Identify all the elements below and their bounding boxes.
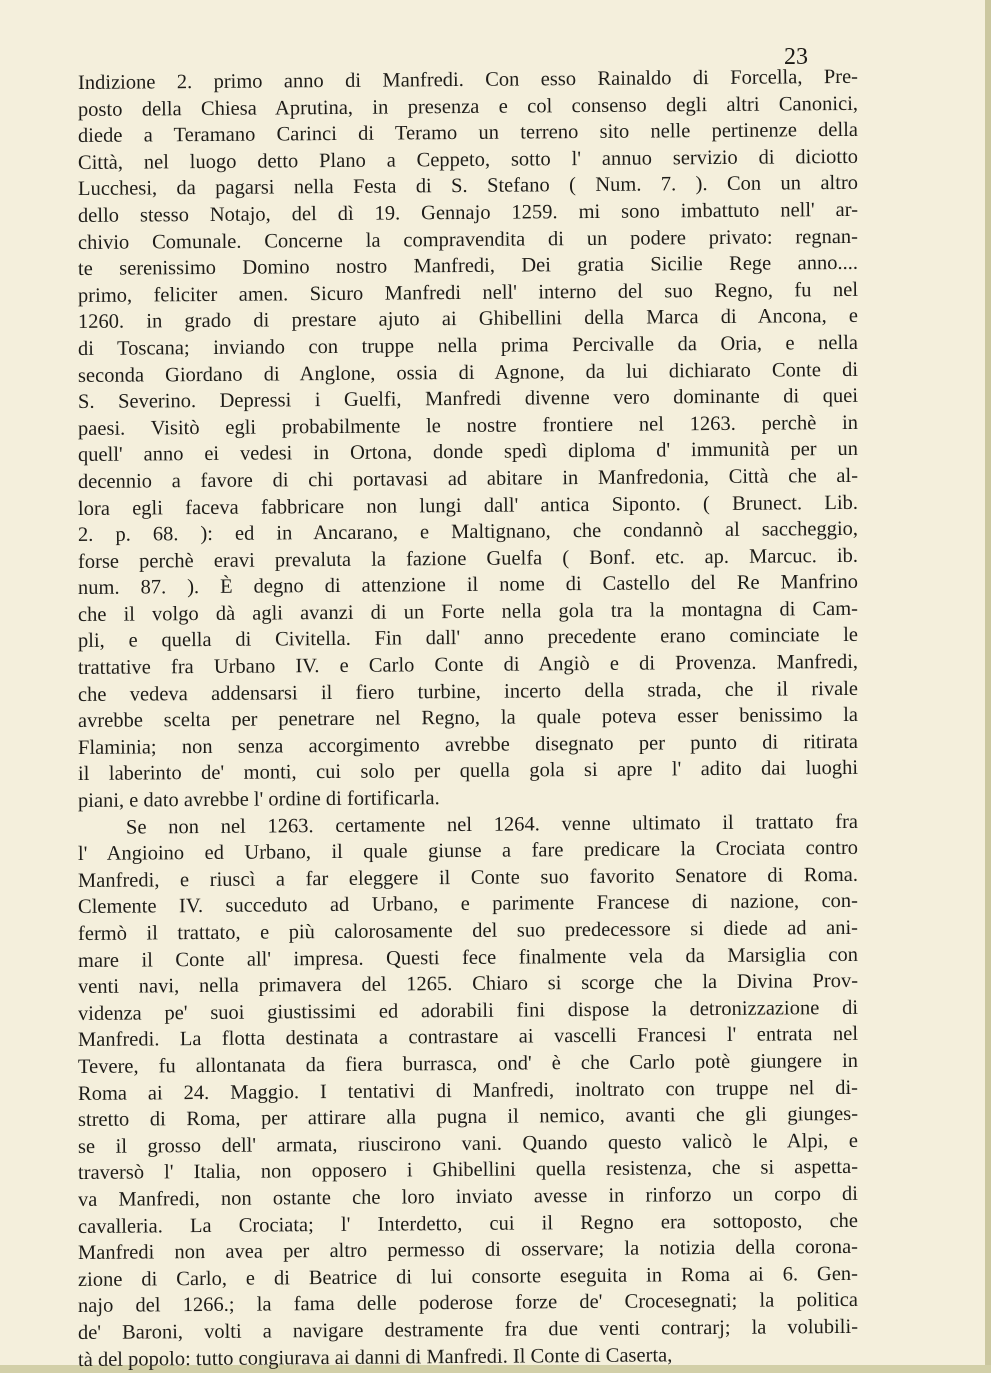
page-number: 23 <box>784 44 808 70</box>
text-line: il laberinto de' monti, cui solo per quella gola si apre l' adito dai luoghi <box>77 757 859 786</box>
text-line: Manfredi, e riuscì a far eleggere il Conte suo favorito Senatore di Roma. <box>77 863 859 892</box>
text-line: num. 87. ). È degno di attenzione il nome di Castello del Re Manfrino <box>77 571 859 600</box>
text-line: venti navi, nella primavera del 1265. Chiaro si scorge che la Divina Prov- <box>77 970 859 999</box>
text-line: Clemente IV. succeduto ad Urbano, e parimente Francese di nazione, con- <box>77 890 859 919</box>
text-line: videnza pe' suoi giustissimi ed adorabili fini dispose la detronizzazione di <box>77 996 859 1025</box>
text-line: primo, feliciter amen. Sicuro Manfredi nell' interno del suo Regno, fu nel <box>77 278 859 307</box>
text-line: chivio Comunale. Concerne la compravendita di un podere privato: regnan- <box>77 225 859 254</box>
text-line: posto della Chiesa Aprutina, in presenza e col consenso degli altri Canonici, <box>77 92 859 121</box>
text-line: diede a Teramano Carinci di Teramo un terreno sito nelle pertinenze della <box>77 119 859 148</box>
text-line: cavalleria. La Crociata; l' Interdetto, cui il Regno era sottoposto, che <box>77 1209 859 1238</box>
text-line: piani, e dato avrebbe l' ordine di fortificarla. <box>77 787 440 813</box>
text-line: Manfredi. La flotta destinata a contrastare ai vascelli Francesi l' entrata nel <box>77 1023 859 1052</box>
page-edge <box>985 0 991 1365</box>
text-line: stretto di Roma, per attirare alla pugna il nemico, avanti che gli giunges- <box>77 1103 859 1132</box>
text-line: traversò l' Italia, non opposero i Ghibellini quella resistenza, che si aspetta- <box>77 1156 859 1185</box>
text-line: te serenissimo Domino nostro Manfredi, Dei gratia Sicilie Rege anno.... <box>77 252 859 281</box>
text-line: S. Severino. Depressi i Guelfi, Manfredi divenne vero dominante di quei <box>77 384 859 414</box>
text-line: Manfredi non avea per altro permesso di osservare; la notizia della corona- <box>77 1235 859 1265</box>
text-line: Se non nel 1263. certamente nel 1264. venne ultimato il trattato fra <box>125 810 859 839</box>
text-line: trattative fra Urbano IV. e Carlo Conte di Angiò e di Provenza. Manfredi, <box>77 650 859 680</box>
body-text <box>77 65 859 1373</box>
text-line: che il volgo dà agli avanzi di un Forte nella gola tra la montagna di Cam- <box>77 597 859 626</box>
text-line: de' Baroni, volti a navigare destramente fra due venti contrarj; la volubili- <box>77 1315 859 1344</box>
text-line: Roma ai 24. Maggio. I tentativi di Manfredi, inoltrato con truppe nel di- <box>77 1076 859 1105</box>
text-line: va Manfredi, non ostante che loro inviato avesse in rinforzo un corpo di <box>77 1182 859 1211</box>
text-line: dello stesso Notajo, del dì 19. Gennajo 1259. mi sono imbattuto nell' ar- <box>77 198 859 227</box>
text-line: che vedeva addensarsi il fiero turbine, incerto della strada, che il rivale <box>77 677 859 706</box>
text-line: paesi. Visitò egli probabilmente le nostre frontiere nel 1263. perchè in <box>77 411 859 440</box>
text-line: l' Angioino ed Urbano, il quale giunse a fare predicare la Crociata contro <box>77 837 859 866</box>
text-line: 2. p. 68. ): ed in Ancarano, e Maltignano, che condannò al saccheggio, <box>77 517 859 547</box>
text-line: decennio a favore di chi portavasi ad abitare in Manfredonia, Città che al- <box>77 464 859 493</box>
text-line: lora egli faceva fabbricare non lungi dall' antica Siponto. ( Brunect. Lib. <box>77 491 859 520</box>
text-line: pli, e quella di Civitella. Fin dall' anno precedente erano cominciate le <box>77 624 859 653</box>
text-line: Lucchesi, da pagarsi nella Festa di S. Stefano ( Num. 7. ). Con un altro <box>77 172 859 201</box>
text-line: di Toscana; inviando con truppe nella prima Percivalle da Oria, e nella <box>77 331 859 360</box>
text-line: mare il Conte all' impresa. Questi fece finalmente vela da Marsiglia con <box>77 943 859 972</box>
text-line: fermò il trattato, e più calorosamente del suo predecessore si diede ad ani- <box>77 916 859 945</box>
text-line: quell' anno ei vedesi in Ortona, donde spedì diploma d' immunità per un <box>77 438 859 467</box>
text-line: Indizione 2. primo anno di Manfredi. Con esso Rainaldo di Forcella, Pre- <box>77 65 859 94</box>
text-line: seconda Giordano di Anglone, ossia di Agnone, da lui dichiarato Conte di <box>77 358 859 387</box>
text-line: se il grosso dell' armata, riuscirono vani. Quando questo valicò le Alpi, e <box>77 1129 859 1158</box>
text-line: Tevere, fu allontanata da fiera burrasca, ond' è che Carlo potè giungere in <box>77 1049 859 1078</box>
text-line: tà del popolo: tutto congiurava ai danni di Manfredi. Il Conte di Caserta, <box>77 1343 673 1371</box>
text-line: Flaminia; non senza accorgimento avrebbe disegnato per punto di ritirata <box>77 730 859 759</box>
text-line: Città, nel luogo detto Plano a Ceppeto, sotto l' annuo servizio di diciotto <box>77 145 859 174</box>
text-line: zione di Carlo, e di Beatrice di lui consorte eseguita in Roma ai 6. Gen- <box>77 1262 859 1291</box>
text-line: 1260. in grado di prestare ajuto ai Ghibellini della Marca di Ancona, e <box>77 305 859 334</box>
text-line: najo del 1266.; la fama delle poderose forze de' Crocesegnati; la politica <box>77 1289 859 1318</box>
text-line: forse perchè eravi prevaluta la fazione Guelfa ( Bonf. etc. ap. Marcuc. ib. <box>77 544 859 573</box>
text-line: avrebbe scelta per penetrare nel Regno, la quale poteva esser benissimo la <box>77 704 859 733</box>
